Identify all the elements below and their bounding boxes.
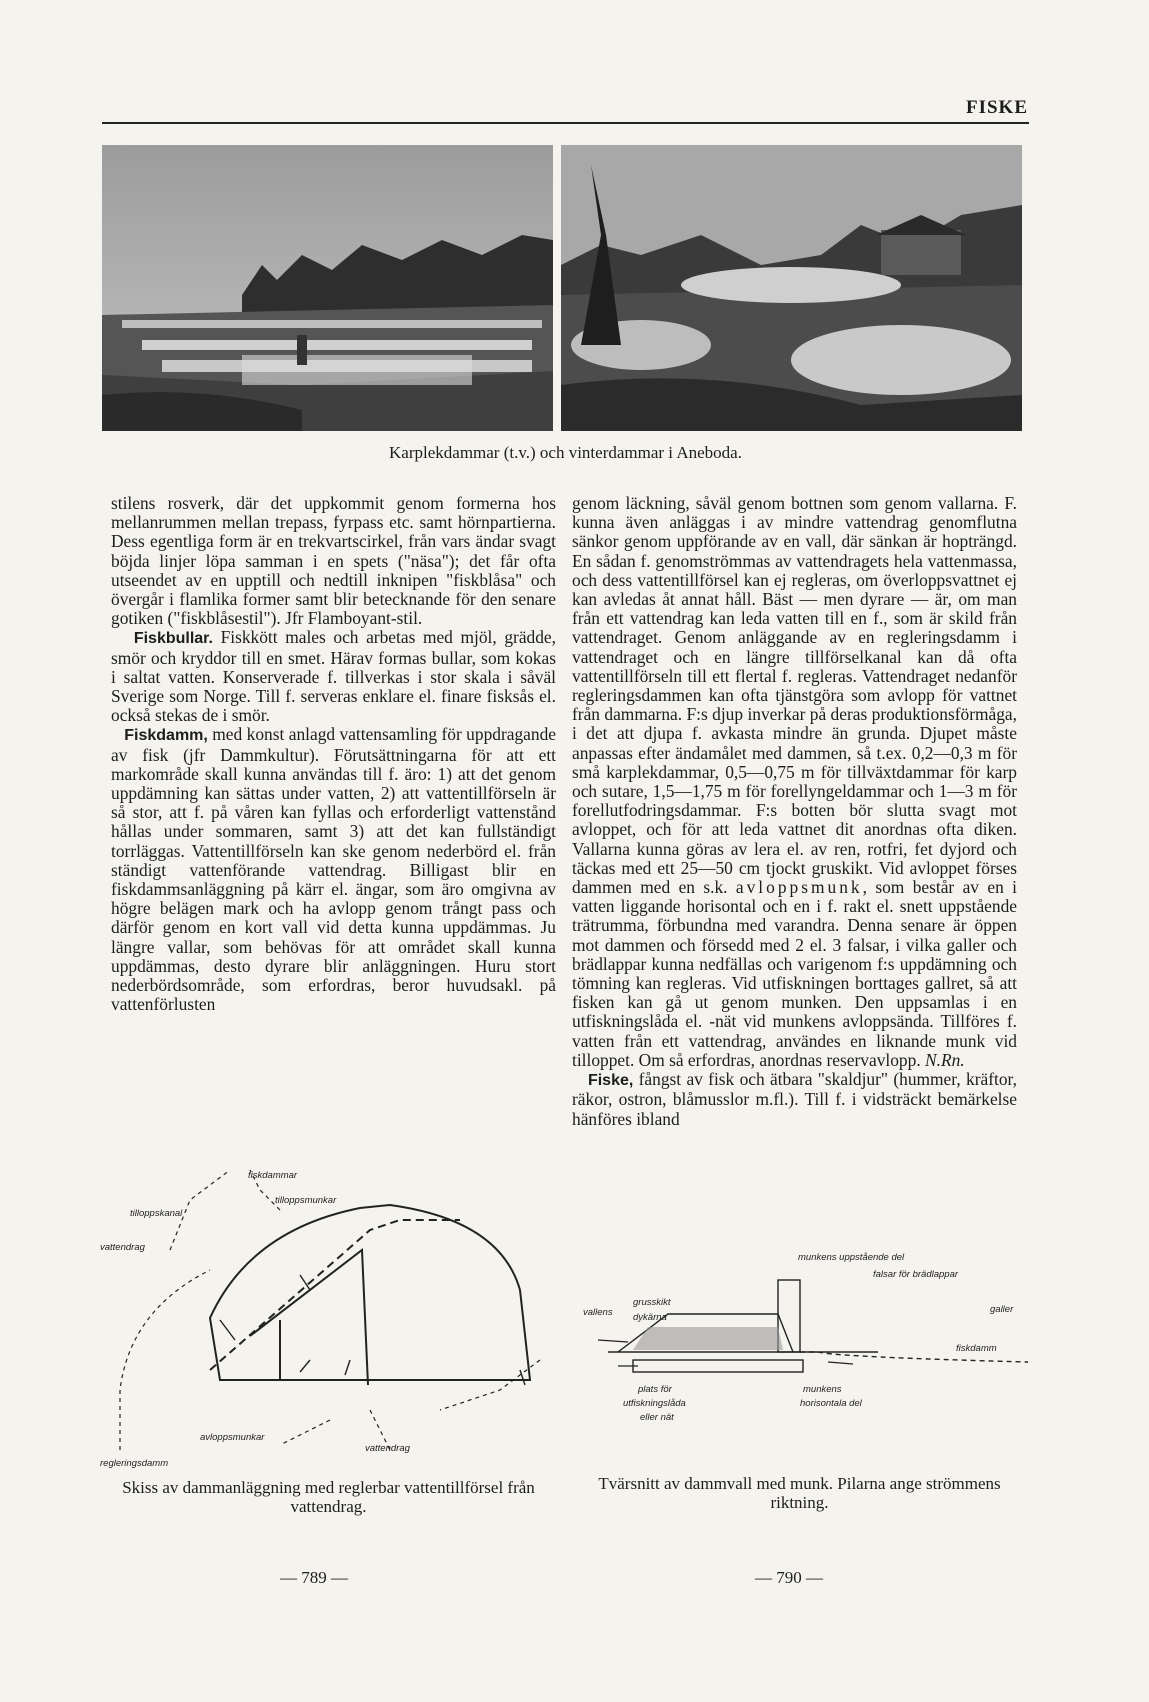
label-galler: galler: [990, 1304, 1014, 1315]
label-avloppsmunkar: avloppsmunkar: [200, 1432, 265, 1443]
label-dykarna: dykärna: [633, 1312, 667, 1323]
photo-caption: Karplekdammar (t.v.) och vinterdammar i Aneboda.: [389, 443, 742, 462]
label-eller-nat: eller nät: [640, 1412, 674, 1423]
text-fiskbullar: Fiskkött males och arbetas med mjöl, grädde, smör och kryddor till en smet. Härav formas bullar, som kokas i saltat vatten. Konserverade f. tillverkas i stor skala i såväl Sverige som Norge. Till f. serveras enklare el. finare fisksås el. också stekas de i smör.: [111, 627, 556, 726]
label-vallens: vallens: [583, 1307, 613, 1318]
figure-right-caption: Tvärsnitt av dammvall med munk. Pilarna ange strömmens riktning.: [598, 1474, 1001, 1512]
label-tilloppsmunkar: tilloppsmunkar: [275, 1195, 337, 1206]
label-falsar: falsar för brädlappar: [873, 1269, 959, 1280]
photo-vinterdammar: [561, 145, 1022, 431]
text-continued-a: genom läckning, såväl genom bottnen som genom vallarna. F. kunna även anläggas i av mindre vattendrag genomflutna sänkor genom uppförande av en vall, där sänkan är hopträngd. En sådan f. genomströmmas av vattendragets hela vattenmassa, och dess vattentillförsel kan ej regleras, om överloppsvattnet ej kan avledas åt annat håll. Bäst — men dyrare — är, om man från ett vattendrag kan leda vatten till en f., som är skild från vattendraget. Genom anläggande av en regleringsdamm i vattendraget och en längre tillförselkanal kan då ofta vattentillförseln till ett flertal f. regleras. Vattendraget nedanför regleringsdammen kan ofta tjänstgöra som avlopp för vattnet från dammarna. F:s djup inverkar på deras produktionsförmåga, i det att djupa f. avkasta mindre än grunda. Djupet måste anpassas efter ändamålet med dammen, så t.ex. 0,2—0,3 m för små karplekdammar, 0,5—0,75 m för tillväxtdammar för karp och sutare, 1,5—1,75 m för forellyngeldammar och 1—3 m för forellutfodringsdammar. F:s botten bör slutta svagt mot avloppet, och för att leda vattnet dit anordnas ofta diken. Vallarna kunna göras av lera el. av ren, rotfri, fet dyjord och täckas med ett 25—50 cm tjockt gruskikt. Vid avloppet förses dammen med en s.k.: [572, 493, 1017, 898]
term-avloppsmunk: avloppsmunk: [735, 877, 863, 898]
label-fiskdamm: fiskdamm: [956, 1343, 997, 1354]
page-number-left: — 789 —: [280, 1568, 348, 1587]
entry-fiskbullar: [111, 628, 556, 725]
author-signature: N.Rn.: [925, 1049, 965, 1070]
label-fiskdammar: fiskdammar: [248, 1170, 298, 1181]
page-number-right: — 790 —: [755, 1568, 823, 1587]
entry-fiskdamm: [111, 725, 556, 1014]
label-horisontala-del: horisontala del: [800, 1398, 862, 1409]
label-regleringsdamm: regleringsdamm: [100, 1458, 169, 1469]
label-grusskikt: grusskikt: [633, 1297, 671, 1308]
label-munkens: munkens: [803, 1384, 842, 1395]
photo-karplekdammar: [102, 145, 553, 431]
label-utfiskningslada: utfiskningslåda: [623, 1398, 686, 1409]
figure-dam-layout: [100, 1160, 545, 1470]
term-fiskbullar: Fiskbullar.: [133, 630, 213, 648]
label-vattendrag-bottom: vattendrag: [365, 1443, 410, 1454]
header-rule: [102, 122, 1029, 124]
label-plats-for: plats för: [638, 1384, 672, 1395]
text-continued-b: , som består av en i vatten liggande horisontal och en i f. rakt el. snett uppstående trätrumma, förbundna med varandra. Denna senare är öppen mot dammen och försedd med 2 el. 3 falsar, i vilka galler och brädlappar kunna nedfällas och varigenom f:s uppdämning och tömning kan regleras. Vid utfiskningen borttages gallret, så att fisken kan gå ut genom munken. Den uppsamlas i en utfiskningslåda el. -nät vid munkens avloppsända. Tillföres f. vatten från ett vattendrag, användes en liknande munk vid tilloppet. Om så erfordras, anordnas reservavlopp.: [572, 877, 1017, 1070]
left-column: [111, 494, 556, 1014]
term-fiskdamm: Fiskdamm,: [124, 727, 208, 745]
text-fiskdamm: med konst anlagd vattensamling för uppdragande av fisk (jfr Dammkultur). Förutsättningarna för att ett markområde skall kunna användas till f. äro: 1) att det genom uppdämning kan sättas under vatten, 2) att vattentillförseln är så stor, att f. på våren kan fyllas och erforderligt vattenstånd hållas under sommaren, samt 3) att det kan fullständigt torrläggas. Vattentillförseln kan ske genom nederbörd el. från ständigt vattenförande vattendrag. Billigast blir en fiskdammsanläggning på kärr el. ängar, som äro omgivna av högre belägen mark och ha avlopp genom trångt pass och därför genom en kort vall vid detta kunna uppdämmas. Ju längre vallar, som behövas för att området skall kunna uppdämmas, desto dyrare blir anläggningen. Huru stort nederbördsområde, som erfordras, beror huvudsakl. på vattenförlusten: [111, 724, 556, 1015]
text-fiske: fångst av fisk och ätbara "skaldjur" (hummer, kräftor, räkor, ostron, blåmusslor m.fl.). Till f. i vidsträckt bemärkelse hänföres ibland: [572, 1069, 1018, 1129]
label-munkens-uppstaende-del: munkens uppstående del: [798, 1252, 905, 1263]
dam-layout-drawing: [100, 1160, 545, 1470]
term-fiske: Fiske,: [587, 1072, 634, 1090]
figure-left-caption: Skiss av dammanläggning med reglerbar vattentillförsel från vattendrag.: [122, 1478, 535, 1516]
label-tilloppskanal: tilloppskanal: [130, 1208, 183, 1219]
paragraph-fiskblasestil: stilens rosverk, där det uppkommit genom formerna hos mellanrummen mellan trepass, fyrpass etc. samt hörnpartierna. Dess egentliga form är en trekvartscirkel, från vars ändar svagt böjda linjer löpa samman i en spets ("näsa"); det får ofta utseendet av en upptill och nedtill inknipen "fiskblåsa" och övergår i flamlika former samt blir betecknande för den senare gotiken ("fiskblåsestil"). Jfr Flamboyant-stil.: [111, 493, 556, 629]
paragraph-fiskdamm-continued: [572, 494, 1017, 1070]
right-column: [572, 494, 1017, 1129]
running-header: FISKE: [965, 97, 1028, 118]
entry-fiske: [572, 1070, 1017, 1129]
label-vattendrag-top: vattendrag: [100, 1242, 145, 1253]
figure-cross-section: [578, 1252, 1028, 1452]
